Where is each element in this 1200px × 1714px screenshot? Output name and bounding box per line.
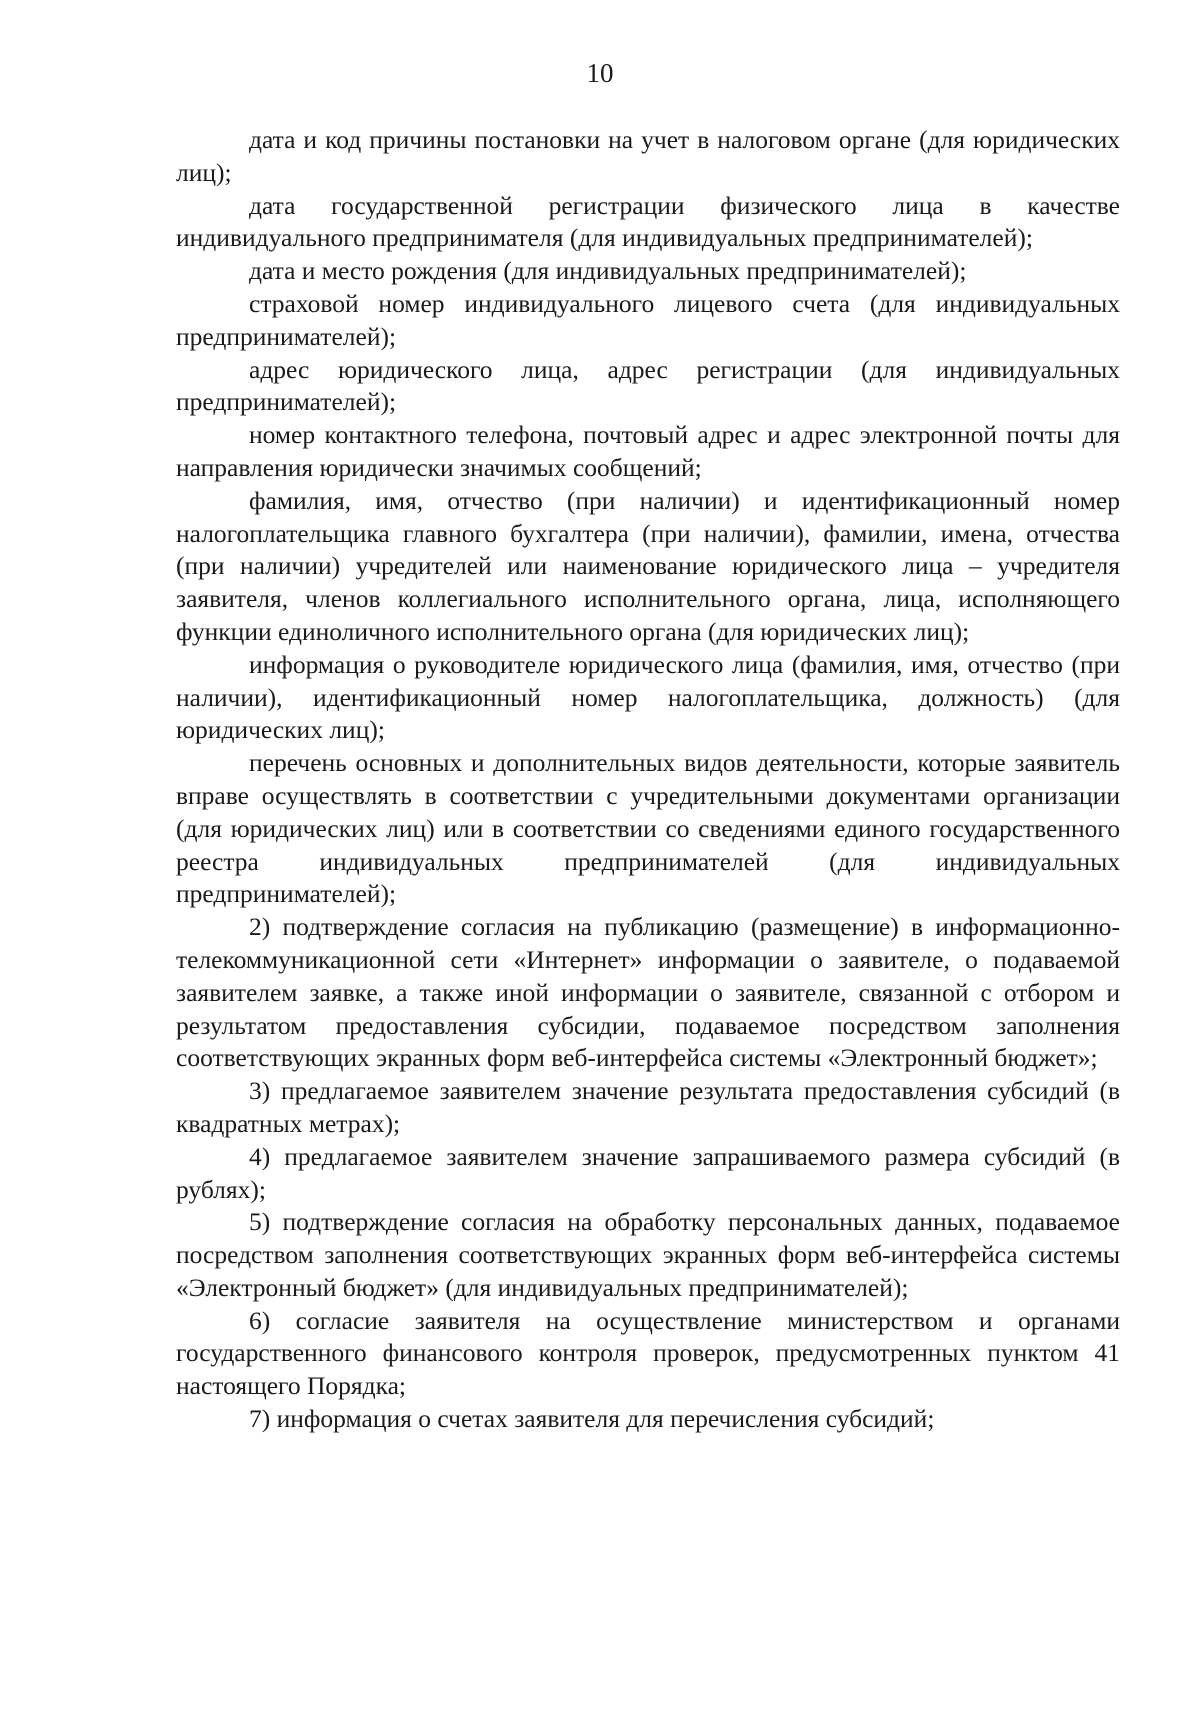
document-body [176,124,1120,1436]
paragraph-item-5-personal-data-consent: 5) подтверждение согласия на обработку персональных данных, подаваемое посредством заполнения соответствующих экранных форм веб-интерфейса системы «Электронный бюджет» (для индивидуальных предпринимателей); [176,1207,1120,1302]
paragraph-item-7-accounts-info: 7) информация о счетах заявителя для перечисления субсидий; [249,1404,935,1434]
paragraph-activity-list: перечень основных и дополнительных видов деятельности, которые заявитель вправе осуществлять в соответствии с учредительными документами организации (для юридических лиц) или в соответствии со сведениями единого государственного реестра индивидуальных предпринимателей (для индивидуальных предпринимателей); [176,748,1120,909]
paragraph-item-4-subsidy-amount: 4) предлагаемое заявителем значение запрашиваемого размера субсидий (в рублях); [176,1141,1120,1204]
paragraph-chief-accountant-founders: фамилия, имя, отчество (при наличии) и идентификационный номер налогоплательщика главного бухгалтера (при наличии), фамилии, имена, отчества (при наличии) учредителей или наименование юридического лица – учредителя заявителя, членов коллегиального исполнительного органа, лица, исполняющего функции единоличного исполнительного органа (для юридических лиц); [176,485,1120,646]
paragraph-item-2-publication-consent: 2) подтверждение согласия на публикацию (размещение) в информационно-телекоммуникационной сети «Интернет» информации о заявителе, о подаваемой заявителем заявке, а также иной информации о заявителе, связанной с отбором и результатом предоставления субсидии, подаваемое посредством заполнения соответствующих экранных форм веб-интерфейса системы «Электронный бюджет»; [176,912,1120,1073]
paragraph-head-info: информация о руководителе юридического лица (фамилия, имя, отчество (при наличии), идентификационный номер налогоплательщика, должность) (для юридических лиц); [176,649,1120,745]
paragraph-insurance-number: страховой номер индивидуального лицевого счета (для индивидуальных предпринимателей); [176,288,1120,351]
paragraph-contact-info: номер контактного телефона, почтовый адрес и адрес электронной почты для направления юридически значимых сообщений; [176,420,1120,482]
paragraph-state-registration-date: дата государственной регистрации физического лица в качестве индивидуального предпринимателя (для индивидуальных предпринимателей); [176,190,1120,253]
page-number: 10 [586,58,614,88]
paragraph-item-3-result-value: 3) предлагаемое заявителем значение результата предоставления субсидий (в квадратных метрах); [176,1076,1120,1138]
paragraph-legal-address: адрес юридического лица, адрес регистрации (для индивидуальных предпринимателей); [176,354,1120,417]
paragraph-birth-date-place: дата и место рождения (для индивидуальных предпринимателей); [249,256,967,286]
paragraph-tax-registration-date: дата и код причины постановки на учет в налоговом органе (для юридических лиц); [176,125,1120,187]
paragraph-item-6-inspection-consent: 6) согласие заявителя на осуществление министерством и органами государственного финансового контроля проверок, предусмотренных пунктом 41 настоящего Порядка; [176,1305,1120,1401]
